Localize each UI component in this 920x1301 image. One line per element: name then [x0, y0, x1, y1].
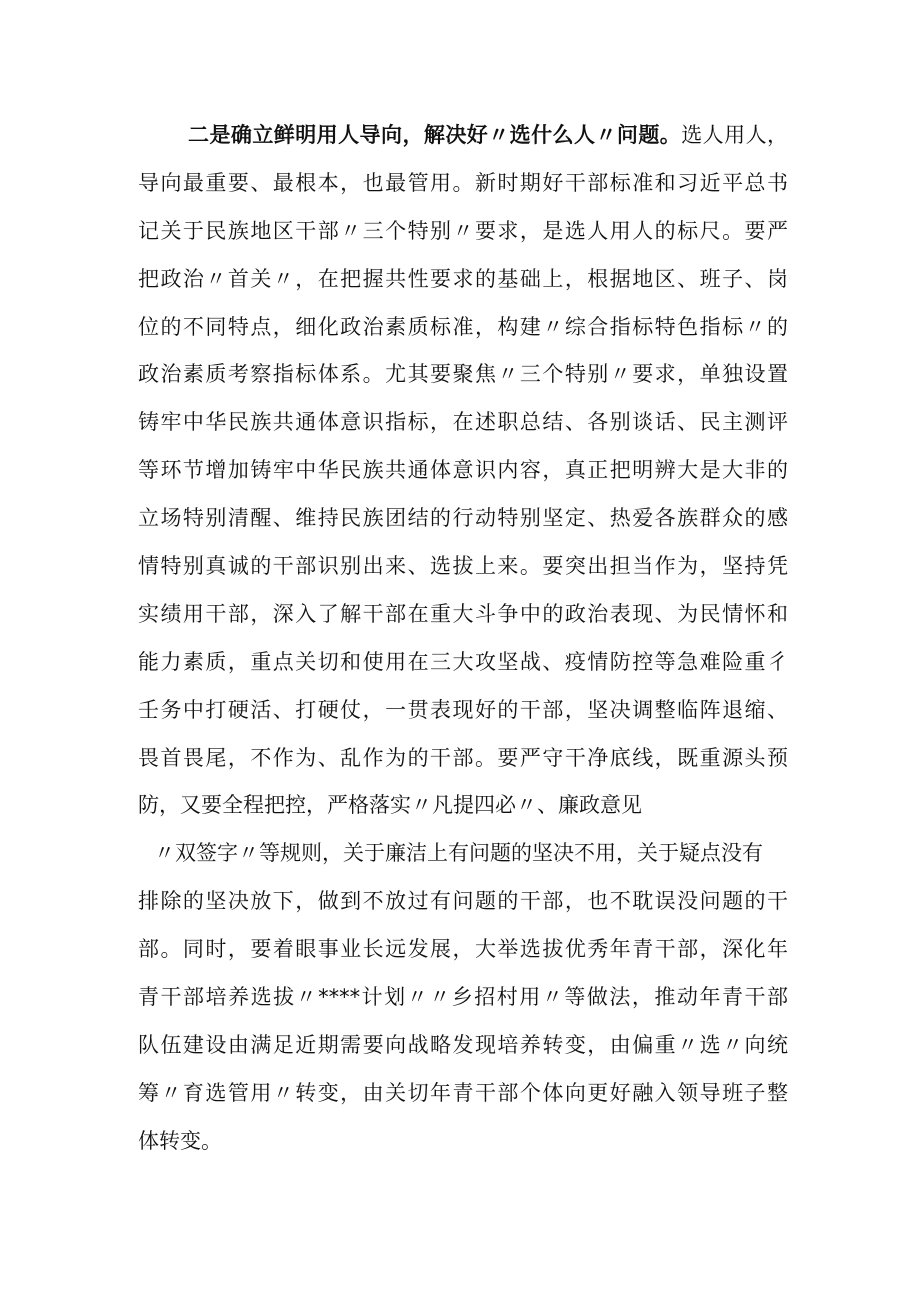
paragraph-line: 铸牢中华民族共通体意识指标，在述职总结、各别谈话、民主测评: [138, 410, 788, 435]
line-text: 选人用人，: [681, 123, 789, 147]
paragraph-line: 队伍建设由满足近期需要向战略发现培养转变，由偏重〃选〃向统: [138, 1032, 788, 1057]
paragraph-line: 等环节增加铸牢中华民族共通体意识内容，真正把明辨大是大非的: [138, 458, 788, 483]
paragraph-line: 筹〃育选管用〃转变，由关切年青干部个体向更好融入领导班子整: [138, 1080, 788, 1105]
paragraph-line: 壬务中打硬活、打硬仗，一贯表现好的干部，坚决调整临阵退缩、: [138, 697, 788, 722]
paragraph-line: 青干部培养选拔〃****计划〃〃乡招村用〃等做法，推动年青干部: [138, 985, 788, 1010]
paragraph-line-last: 体转变。: [138, 1128, 222, 1153]
paragraph-line: 导向最重要、最根本，也最管用。新时期好干部标准和习近平总书: [138, 170, 788, 195]
paragraph-line: 排除的坚决放下，做到不放过有问题的干部，也不耽误没问题的干: [138, 889, 788, 914]
paragraph-line: 防，又要全程把控，严格落实〃凡提四必〃、廉政意见: [138, 793, 642, 818]
paragraph-line: 实绩用干部，深入了解干部在重大斗争中的政治表现、为民情怀和: [138, 601, 788, 626]
paragraph-line: 部。同时，要着眼事业长远发展，大举选拔优秀年青干部，深化年: [138, 937, 788, 962]
lead-sentence: 二是确立鲜明用人导向，解决好〃选什么人〃问题。: [188, 123, 682, 147]
paragraph-line: 立场特别清醒、维持民族团结的行动特别坚定、热爱各族群众的感: [138, 506, 788, 531]
paragraph-line: 位的不同特点，细化政治素质标准，构建〃综合指标特色指标〃的: [138, 314, 788, 339]
paragraph-line: 记关于民族地区干部〃三个特别〃要求，是选人用人的标尺。要严: [138, 218, 788, 243]
paragraph-line: 能力素质，重点关切和使用在三大攻坚战、疫情防控等急难险重彳: [138, 649, 788, 674]
paragraph-line: 畏首畏尾，不作为、乱作为的干部。要严守干净底线，既重源头预: [138, 745, 788, 770]
paragraph-line-1: [138, 112, 788, 160]
paragraph-line: 政治素质考察指标体系。尤其要聚焦〃三个特别〃要求，单独设置: [138, 362, 788, 387]
paragraph-line: 〃双签字〃等规则，关于廉洁上有问题的坚决不用，关于疑点没有: [154, 841, 763, 866]
body-paragraph: [138, 112, 788, 1166]
paragraph-line: 把政治〃首关〃，在把握共性要求的基础上，根据地区、班子、岗: [138, 266, 788, 291]
paragraph-line: 情特别真诚的干部识别出来、选拔上来。要突出担当作为，坚持凭: [138, 554, 788, 579]
